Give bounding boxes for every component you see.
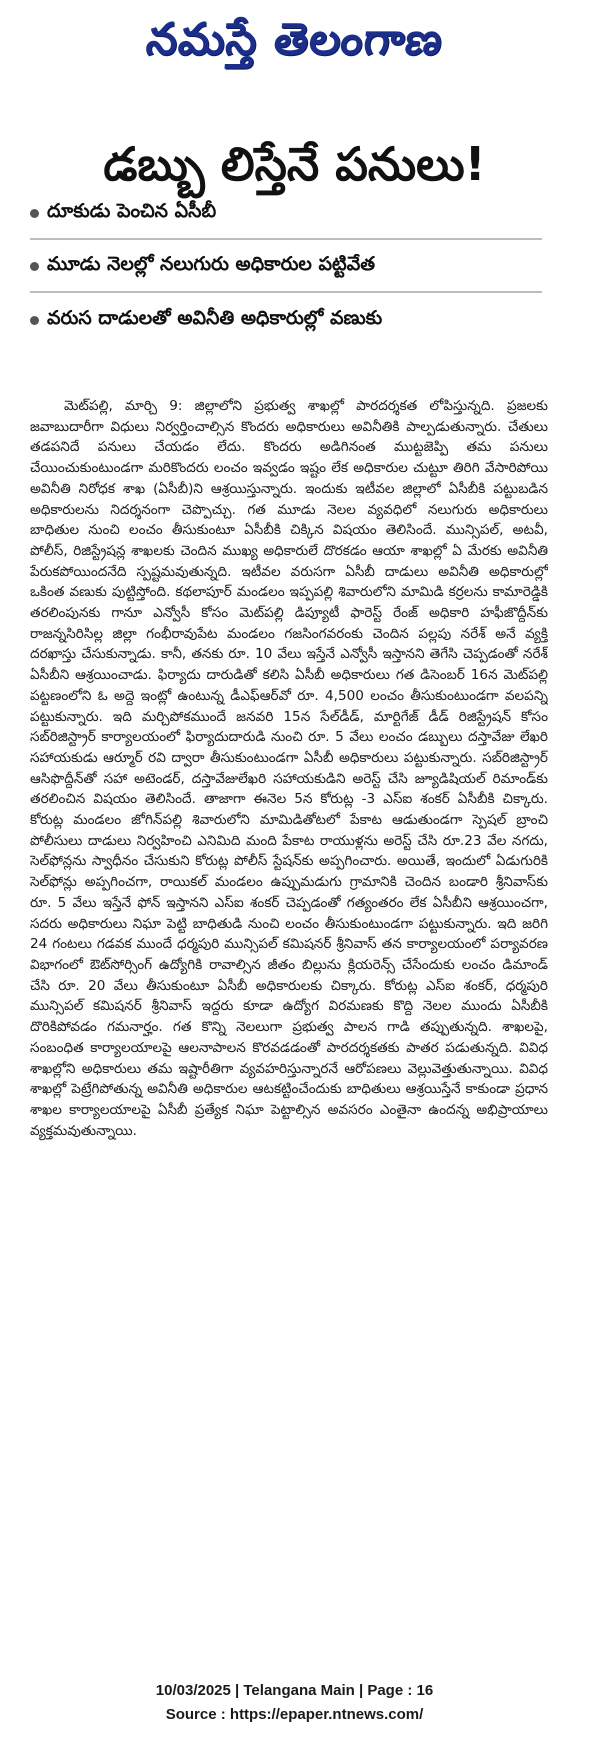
article-headline: డబ్బు లిస్తేనే పనులు! bbox=[103, 137, 486, 191]
subhead-text: దూకుడు పెంచిన ఏసీబీ bbox=[47, 199, 217, 222]
subhead-2 bbox=[30, 246, 570, 286]
subhead-divider bbox=[30, 238, 542, 240]
subhead-text: వరుస దాడులతో అవినీతి అధికారుల్లో వణుకు bbox=[47, 306, 383, 329]
subhead-3 bbox=[30, 300, 570, 340]
bullet-icon bbox=[30, 209, 39, 218]
masthead bbox=[0, 6, 589, 84]
source-link[interactable]: Source : https://epaper.ntnews.com/ bbox=[165, 1706, 424, 1723]
subhead-divider bbox=[30, 291, 542, 293]
newspaper-logo: నమస్తే తెలంగాణ bbox=[144, 14, 446, 65]
bullet-icon bbox=[30, 262, 39, 271]
edition-info: 10/03/2025 | Telangana Main | Page : 16 bbox=[155, 1682, 434, 1699]
bullet-icon bbox=[30, 316, 39, 325]
article-body: మెట్‌పల్లి, మార్చి 9: జిల్లాలోని ప్రభుత్వ శాఖల్లో పారదర్శకత లోపిస్తున్నది. ప్రజలకు జవాబుదారీగా విధులు నిర్వర్తించాల్సిన కొందరు అధికారులు అవినీతికి పాల్పడుతున్నారు. చేతులు తడపనిదే పనులు చేయడం లేదు. కొందరు అడిగినంత ముట్టజెప్పి తమ పనులు చేయించుకుంటుండగా మరికొందరు లంచం ఇవ్వడం ఇష్టం లేక అధికారుల చుట్టూ తిరిగి వేసారిపోయి అవినీతి నిరోధక శాఖ (ఏసీబీ)ని ఆశ్రయిస్తున్నారు. ఇందుకు ఇటీవల జిల్లాలో ఏసీబీకి పట్టుబడిన అధికారులను నిదర్శనంగా చెప్పొచ్చు. గత మూడు నెలల వ్యవధిలో నలుగురు అధికారులు బాధితుల నుంచి లంచం తీసుకుంటూ ఏసీబీకి చిక్కిన విషయం తెలిసిందే. మున్సిపల్, అటవీ, పోలీస్, రిజిస్ట్రేషన్ల శాఖలకు చెందిన ముఖ్య అధికారులే దొరకడం ఆయా శాఖల్లో ఏ మేరకు అవినీతి పేరుకపోయిందనేది స్పష్టమవుతున్నది. ఇటీవల వరుసగా ఏసీబీ దాడులు అవినీతి అధికారుల్లో ఒకింత వణుకు పుట్టిస్తోంది. కథలాపూర్ మండలం ఇప్పపల్లి శివారులోని మామిడి కర్రలను కామారెడ్డికి తరలింపునకు గానూ ఎన్వోసీ కోసం మెట్‌పల్లి డిప్యూటీ ఫారెస్ట్ రేంజ్ అధికారి హఫీజొద్దీన్‌కు రాజన్నసిరిసిల్ల జిల్లా గంభీరావుపేట మండలం గజసింగవరంకు చెందిన పల్లపు నరేశ్ అనే వ్యక్తి దరఖాస్తు చేసుకున్నాడు. కానీ, తనకు రూ. 10 వేలు ఇస్తేనే ఎన్వోసీ ఇస్తానని తెగేసి చెప్పడంతో నరేశ్ ఏసీబీని ఆశ్రయించాడు. ఫిర్యాదు దారుడితో కలిసి ఏసీబీ అధికారులు గత డిసెంబర్ 16న మెట్‌పల్లి పట్టణంలోని ఓ అద్దె ఇంట్లో ఉంటున్న డీఎఫ్ఆర్‌వో రూ. 4,500 లంచం తీసుకుంటుండగా వలపన్ని పట్టుకున్నారు. ఇది మర్చిపోకముందే జనవరి 15న సేల్‌డీడ్, మార్టిగేజ్ డీడ్ రిజిస్ట్రేషన్ కోసం సబ్‌రిజిస్ట్రార్ కార్యాలయంలో ఫిర్యాదుదారుడి నుంచి రూ. 5 వేలు లంచం డబ్బులు దస్తావేజు లేఖరి సహాయకుడు ఆర్మూర్ రవి ద్వారా తీసుకుంటుండగా ఏసీబీ అధికారులు పట్టుకున్నారు. సబ్‌రిజిస్ట్రార్ ఆసిఫొద్దీన్‌తో సహా అటెండర్, దస్తావేజులేఖరి సహాయకుడిని అరెస్ట్ చేసి జ్యూడిషియల్ రిమాండ్‌కు తరలించిన విషయం తెలిసిందే. తాజాగా ఈనెల 5న కోరుట్ల -3 ఎస్ఐ శంకర్ ఏసీబీకి చిక్కారు. కోరుట్ల మండలం జోగిన్‌పల్లి శివారులోని మామిడితోటలో పేకాట ఆడుతుండగా స్పెషల్ బ్రాంచి పోలీసులు దాడులు నిర్వహించి ఎనిమిది మంది పేకాట రాయుళ్లను అరెస్ట్ చేసి రూ.23 వేల నగదు, సెల్‌ఫోన్లను స్వాధీనం చేసుకుని కోరుట్ల పోలీస్ స్టేషన్‌కు అప్పగించారు. అయితే, ఇందులో ఏడుగురికి సెల్‌ఫోన్లు అప్పగించగా, రాయికల్ మండలం ఉప్పుమడుగు గ్రామానికి చెందిన బండారి శ్రీనివాస్‌కు రూ. 5 వేలు ఇస్తేనే ఫోన్ ఇస్తానని ఎస్ఐ శంకర్ చెప్పడంతో గత్యంతరం లేక ఏసీబీని ఆశ్రయించగా, సదరు అధికారులు నిఘా పెట్టి బాధితుడి నుంచి లంచం తీసుకుంటుండగా పట్టుకున్నారు. ఇది జరిగి 24 గంటలు గడవక ముందే ధర్మపురి మున్సిపల్ కమిషనర్ శ్రీనివాస్ తన కార్యాలయంలో పర్యావరణ విభాగంలో ఔట్‌సోర్సింగ్ ఉద్యోగికి రావాల్సిన జీతం బిల్లును క్లియరెన్స్ చేసేందుకు లంచం డిమాండ్ చేసి రూ. 20 వేలు తీసుకుంటూ ఏసీబీ అధికారులకు చిక్కారు. కోరుట్ల ఎస్ఐ శంకర్, ధర్మపురి మున్సిపల్ కమిషనర్ శ్రీనివాస్ ఇద్దరు కూడా ఉద్యోగ విరమణకు కొద్ది నెలల ముందు ఏసీబీకి దొరికిపోవడం గమనార్హం. గత కొన్ని నెలలుగా ప్రభుత్వ పాలన గాడి తప్పుతున్నది. శాఖలపై, సంబంధిత కార్యాలయాలపై ఆలనాపాలన కొరవడడంతో పారదర్శకతకు పాతర పడుతున్నది. వివిధ శాఖల్లోని అధికారులు తమ ఇష్టారీతిగా వ్యవహరిస్తున్నారనే ఆరోపణలు వెల్లువెత్తుతున్నాయి. వివిధ శాఖల్లో పెట్రేగిపోతున్న అవినీతి అధికారుల ఆటకట్టించేందుకు బాధితులు ఆశ్రయిస్తేనే కాకుండా ప్రధాన శాఖల కార్యాలయాలపై ఏసీబీ ప్రత్యేక నిఘా పెట్టాల్సిన అవసరం ఎంతైనా ఉందన్న అభిప్రాయాలు వ్యక్తమవుతున్నాయి. bbox=[30, 398, 548, 1139]
subhead-1 bbox=[30, 193, 570, 233]
subhead-text: మూడు నెలల్లో నలుగురు అధికారుల పట్టివేత bbox=[47, 252, 375, 275]
